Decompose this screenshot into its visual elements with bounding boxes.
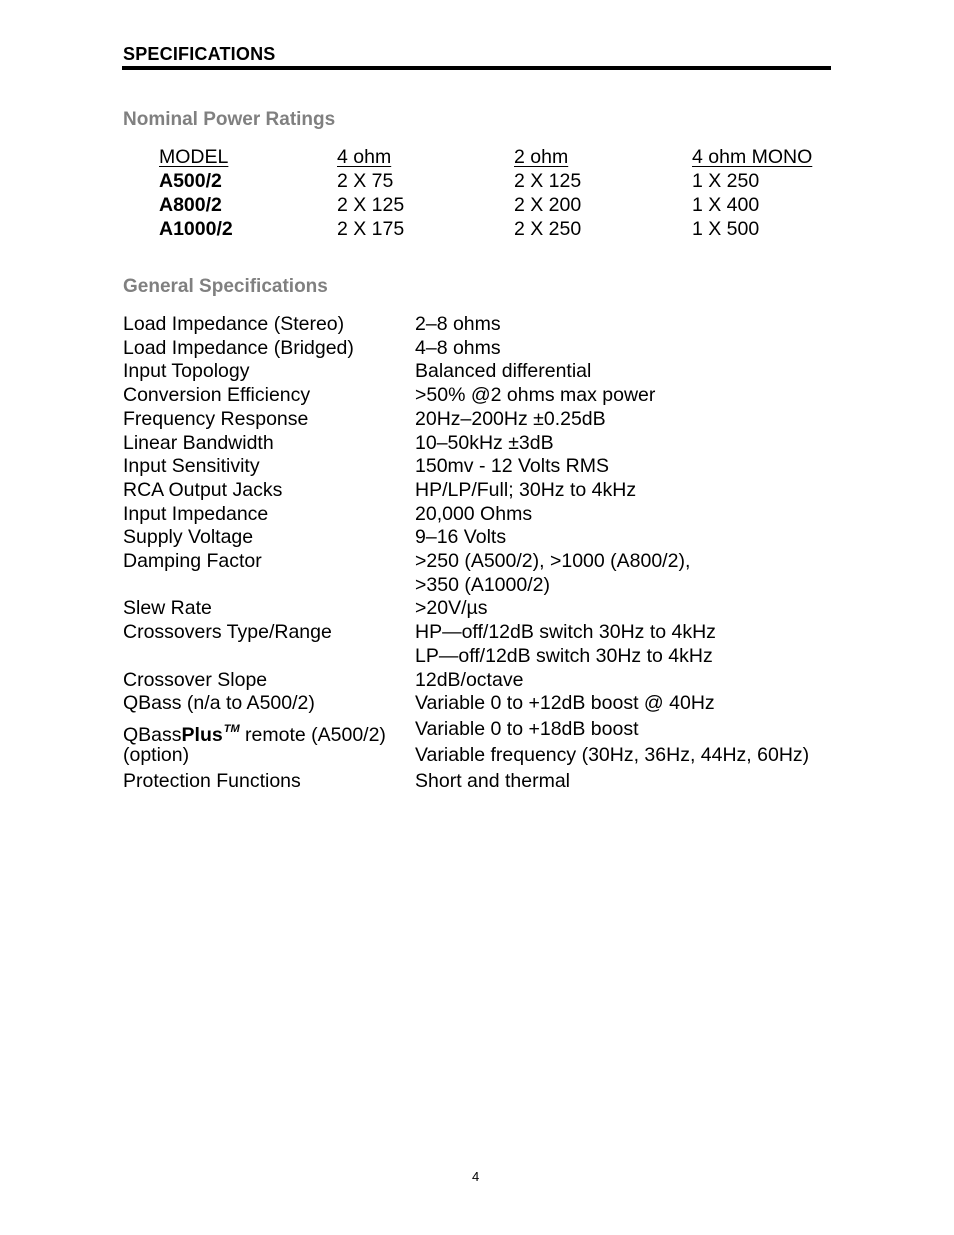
model-name: A500/2 [159,170,222,192]
table-cell: 2 X 125 [337,194,405,216]
spec-values [415,455,833,479]
spec-row [123,503,833,527]
spec-values [415,742,833,768]
table-cell: 2 X 250 [514,218,582,240]
spec-list [123,313,833,794]
spec-label: Input Sensitivity [123,455,260,478]
table-cell: 2 X 75 [337,170,394,192]
spec-label: Damping Factor [123,550,262,573]
table-cell: 2 X 200 [514,194,582,216]
spec-values [415,526,833,550]
table-cell: 1 X 500 [692,218,760,240]
spec-values [415,408,833,432]
spec-row [123,313,833,337]
spec-values [415,503,833,527]
column-header: 4 ohm [337,146,392,168]
spec-value: Variable frequency (30Hz, 36Hz, 44Hz, 60Hz) [415,743,810,766]
spec-values [415,692,833,716]
spec-row [123,360,833,384]
spec-values [415,621,833,668]
spec-row [123,479,833,503]
spec-row [123,597,833,621]
spec-label: Linear Bandwidth [123,431,274,454]
spec-row [123,337,833,361]
spec-value: HP/LP/Full; 30Hz to 4kHz [415,478,637,501]
spec-label: Conversion Efficiency [123,384,311,407]
spec-row [123,669,833,693]
spec-value: 20Hz–200Hz ±0.25dB [415,407,606,430]
spec-value: 9–16 Volts [415,526,507,549]
power-ratings-heading: Nominal Power Ratings [123,109,336,130]
column-header: 4 ohm MONO [692,146,813,168]
spec-value: 150mv - 12 Volts RMS [415,455,609,478]
spec-value: LP—off/12dB switch 30Hz to 4kHz [415,644,713,667]
spec-row-option [123,742,833,768]
spec-value: 4–8 ohms [415,336,501,359]
column-header: 2 ohm [514,146,569,168]
model-name: A1000/2 [159,218,233,240]
spec-label: Input Topology [123,360,250,383]
spec-value: HP—off/12dB switch 30Hz to 4kHz [415,621,716,644]
spec-label: RCA Output Jacks [123,478,283,501]
spec-value: 20,000 Ohms [415,502,533,525]
spec-value: 12dB/octave [415,668,524,691]
spec-value: Variable 0 to +18dB boost [415,717,639,740]
spec-value: >350 (A1000/2) [415,573,550,596]
spec-row [123,526,833,550]
spec-label: QBass (n/a to A500/2) [123,692,315,715]
spec-value: Balanced differential [415,360,592,383]
spec-row [123,455,833,479]
spec-values [415,550,833,597]
spec-value: 2–8 ohms [415,313,501,335]
table-cell: 2 X 175 [337,218,405,240]
spec-label: Supply Voltage [123,526,254,549]
trademark-mark: TM [223,722,240,735]
spec-row-qbassplus [123,716,833,746]
general-specs-heading: General Specifications [123,276,328,297]
spec-label: (option) [123,743,190,766]
spec-value: >20V/µs [415,597,488,620]
spec-label: Frequency Response [123,407,309,430]
table-cell: 1 X 250 [692,170,760,192]
spec-label: Crossovers Type/Range [123,621,332,644]
spec-row [123,550,833,597]
spec-row [123,621,833,668]
spec-value: >50% @2 ohms max power [415,384,656,407]
table-cell: 2 X 125 [514,170,582,192]
spec-row [123,692,833,716]
spec-value: 10–50kHz ±3dB [415,431,554,454]
spec-values [415,360,833,384]
qbass-text: QBass [123,723,182,746]
model-name: A800/2 [159,194,222,216]
page-number: 4 [472,1169,480,1184]
spec-values [415,337,833,361]
spec-values [415,479,833,503]
spec-values [415,716,833,742]
page-title: SPECIFICATIONS [123,44,276,64]
spec-row-protection [123,768,833,794]
spec-value: Short and thermal [415,769,571,792]
spec-values [415,432,833,456]
table-cell: 1 X 400 [692,194,760,216]
spec-value: Variable 0 to +12dB boost @ 40Hz [415,692,715,715]
spec-label: Protection Functions [123,769,301,792]
spec-values [415,597,833,621]
column-header: MODEL [159,146,229,168]
remote-text: remote (A500/2) [239,723,386,746]
spec-values [415,384,833,408]
spec-label: Input Impedance [123,502,269,525]
spec-label: Load Impedance (Stereo) [123,313,345,335]
spec-row [123,408,833,432]
spec-label: Slew Rate [123,597,212,620]
spec-values [415,313,833,337]
spec-row [123,432,833,456]
spec-values [415,768,833,794]
spec-value: >250 (A500/2), >1000 (A800/2), [415,550,691,573]
spec-values [415,669,833,693]
spec-label: Crossover Slope [123,668,268,691]
spec-row [123,384,833,408]
title-rule [122,66,831,70]
plus-text: Plus [181,723,223,746]
spec-label: Load Impedance (Bridged) [123,336,354,359]
